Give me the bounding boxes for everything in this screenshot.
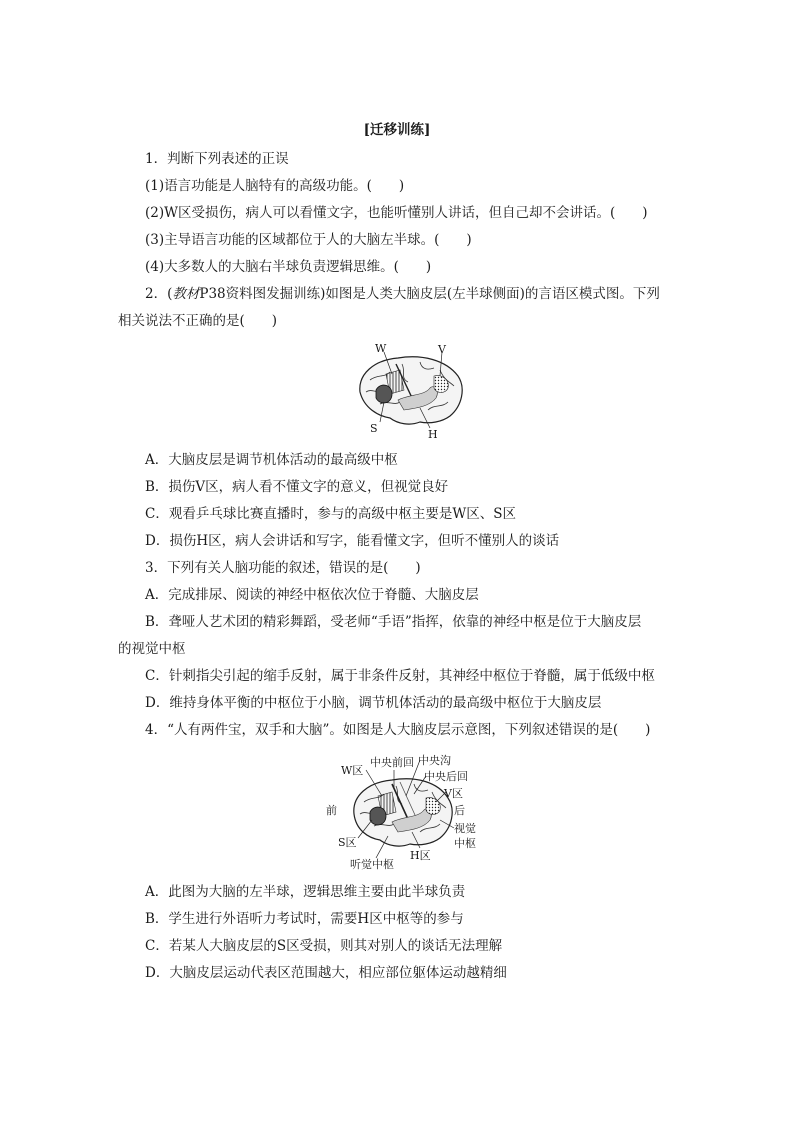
q4-stem: 4．“人有两件宝，双手和大脑”。如图是人大脑皮层示意图，下列叙述错误的是( ) — [145, 722, 651, 738]
q1-item-4: (4)大多数人的大脑右半球负责逻辑思维。( ) — [145, 259, 432, 275]
q4-label-auditory: 听觉中枢 — [350, 858, 394, 871]
q3-option-b: B．聋哑人艺术团的精彩舞蹈，受老师“手语”指挥，依靠的神经中枢是位于大脑皮层 — [145, 614, 642, 630]
q3-option-b-cont: 的视觉中枢 — [118, 641, 186, 657]
q4-label-central-front: 中央前回 — [370, 756, 414, 769]
q1-item-2: (2)W区受损伤，病人可以看懂文字，也能听懂别人讲话，但自己却不会讲话。( ) — [145, 205, 648, 221]
q4-label-center: 中枢 — [454, 837, 476, 850]
q2-option-a: A．大脑皮层是调节机体活动的最高级中枢 — [145, 452, 398, 468]
q2-option-d: D．损伤H区，病人会讲话和写字，能看懂文字，但听不懂别人的谈话 — [145, 533, 560, 549]
q4-label-h: H区 — [410, 849, 431, 862]
q4-label-central-back: 中央后回 — [424, 770, 468, 783]
q4-label-s: S区 — [338, 836, 357, 849]
q4-label-visual: 视觉 — [454, 822, 476, 835]
section-title: [迁移训练] — [363, 122, 431, 138]
q4-label-back: 后 — [454, 804, 465, 817]
q2-label-w: W — [375, 342, 387, 355]
q4-label-w: W区 — [341, 764, 364, 777]
q2-stem: 2．(教材P38资料图发掘训练)如图是人类大脑皮层(左半球侧面)的言语区模式图。下列 — [145, 286, 660, 302]
q2-stem-line2: 相关说法不正确的是( ) — [118, 313, 278, 329]
q2-label-h: H — [428, 428, 438, 441]
q3-option-d: D．维持身体平衡的中枢位于小脑，调节机体活动的最高级中枢位于大脑皮层 — [145, 695, 602, 711]
q4-label-front: 前 — [326, 804, 337, 817]
q2-brain-figure — [350, 340, 470, 442]
q4-option-b: B．学生进行外语听力考试时，需要H区中枢等的参与 — [145, 911, 464, 927]
q4-option-a: A．此图为大脑的左半球，逻辑思维主要由此半球负责 — [145, 884, 466, 900]
q3-stem: 3．下列有关人脑功能的叙述，错误的是( ) — [145, 560, 421, 576]
q4-label-v: V区 — [444, 787, 463, 800]
q4-option-c: C．若某人大脑皮层的S区受损，则其对别人的谈话无法理解 — [145, 938, 503, 954]
q1-item-1: (1)语言功能是人脑特有的高级功能。( ) — [145, 178, 405, 194]
q3-option-c: C．针刺指尖引起的缩手反射，属于非条件反射，其神经中枢位于脊髓，属于低级中枢 — [145, 668, 655, 684]
q2-label-v: V — [438, 343, 446, 356]
q4-label-sulcus: 中央沟 — [418, 754, 451, 767]
q4-brain-figure — [320, 752, 500, 874]
q4-option-d: D．大脑皮层运动代表区范围越大，相应部位躯体运动越精细 — [145, 965, 507, 981]
q2-option-c: C．观看乒乓球比赛直播时，参与的高级中枢主要是W区、S区 — [145, 506, 516, 522]
q2-label-s: S — [370, 422, 378, 435]
q1-stem: 1．判断下列表述的正误 — [145, 151, 289, 167]
q2-source: 教材 — [172, 286, 200, 302]
q2-option-b: B．损伤V区，病人看不懂文字的意义，但视觉良好 — [145, 479, 449, 495]
q2-brain-diagram — [350, 340, 470, 442]
q3-option-a: A．完成排尿、阅读的神经中枢依次位于脊髓、大脑皮层 — [145, 587, 479, 603]
q1-item-3: (3)主导语言功能的区域都位于人的大脑左半球。( ) — [145, 232, 472, 248]
